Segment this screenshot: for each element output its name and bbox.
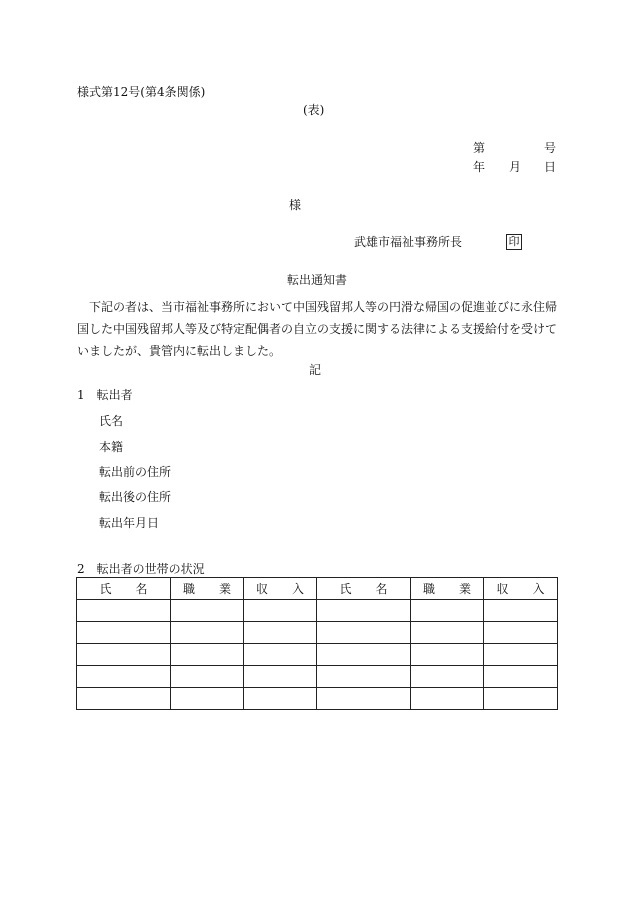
column-header-occupation: 職 業 bbox=[171, 578, 244, 600]
table-cell[interactable] bbox=[77, 622, 171, 644]
sender-name: 武雄市福祉事務所長 bbox=[354, 235, 463, 249]
document-title: 転出通知書 bbox=[287, 273, 348, 287]
field-address-after: 転出後の住所 bbox=[99, 490, 172, 504]
table-cell[interactable] bbox=[484, 688, 558, 710]
table-cell[interactable] bbox=[171, 666, 244, 688]
table-row bbox=[77, 600, 558, 622]
table-cell[interactable] bbox=[411, 622, 484, 644]
table-cell[interactable] bbox=[411, 644, 484, 666]
table-row bbox=[77, 644, 558, 666]
table-cell[interactable] bbox=[244, 644, 317, 666]
column-header-name: 氏 名 bbox=[317, 578, 411, 600]
table-header-row bbox=[77, 578, 558, 600]
date-year: 年 bbox=[473, 160, 486, 174]
date-day: 日 bbox=[543, 160, 556, 174]
table-cell[interactable] bbox=[484, 622, 558, 644]
field-name: 氏名 bbox=[99, 414, 124, 428]
doc-number-go: 号 bbox=[543, 141, 556, 155]
table-row bbox=[77, 666, 558, 688]
field-honseki: 本籍 bbox=[99, 440, 124, 454]
table-cell[interactable] bbox=[317, 622, 411, 644]
household-table bbox=[76, 577, 558, 710]
seal-box: 印 bbox=[506, 234, 522, 250]
table-cell[interactable] bbox=[244, 666, 317, 688]
side-label: (表) bbox=[303, 103, 325, 117]
table-row bbox=[77, 688, 558, 710]
date-month: 月 bbox=[509, 160, 522, 174]
column-header-income: 収 入 bbox=[484, 578, 558, 600]
table-cell[interactable] bbox=[244, 688, 317, 710]
ki-marker: 記 bbox=[309, 363, 322, 377]
table-cell[interactable] bbox=[171, 644, 244, 666]
table-cell[interactable] bbox=[411, 688, 484, 710]
table-cell[interactable] bbox=[77, 688, 171, 710]
section1-heading: 1 転出者 bbox=[77, 388, 133, 402]
table-cell[interactable] bbox=[77, 644, 171, 666]
table-cell[interactable] bbox=[77, 600, 171, 622]
form-number: 様式第12号(第4条関係) bbox=[77, 85, 206, 99]
table-cell[interactable] bbox=[171, 622, 244, 644]
column-header-name: 氏 名 bbox=[77, 578, 171, 600]
column-header-occupation: 職 業 bbox=[411, 578, 484, 600]
table-cell[interactable] bbox=[411, 600, 484, 622]
table-cell[interactable] bbox=[317, 666, 411, 688]
addressee-honorific: 様 bbox=[289, 198, 302, 212]
table-cell[interactable] bbox=[244, 622, 317, 644]
table-cell[interactable] bbox=[317, 688, 411, 710]
table-cell[interactable] bbox=[317, 600, 411, 622]
table-row bbox=[77, 622, 558, 644]
column-header-income: 収 入 bbox=[244, 578, 317, 600]
table-cell[interactable] bbox=[317, 644, 411, 666]
table-cell[interactable] bbox=[484, 644, 558, 666]
table-cell[interactable] bbox=[171, 600, 244, 622]
section2-heading: 2 転出者の世帯の状況 bbox=[77, 562, 205, 576]
body-text: 下記の者は、当市福祉事務所において中国残留邦人等の円滑な帰国の促進並びに永住帰国した中国残留邦人等及び特定配偶者の自立の支援に関する法律による支援給付を受けていましたが、貴管内に転出しました。 bbox=[77, 300, 558, 358]
table-cell[interactable] bbox=[411, 666, 484, 688]
field-move-date: 転出年月日 bbox=[99, 516, 160, 530]
table-cell[interactable] bbox=[484, 666, 558, 688]
table-cell[interactable] bbox=[171, 688, 244, 710]
table-cell[interactable] bbox=[77, 666, 171, 688]
table-cell[interactable] bbox=[484, 600, 558, 622]
field-address-before: 転出前の住所 bbox=[99, 465, 172, 479]
doc-number-dai: 第 bbox=[473, 141, 486, 155]
table-cell[interactable] bbox=[244, 600, 317, 622]
